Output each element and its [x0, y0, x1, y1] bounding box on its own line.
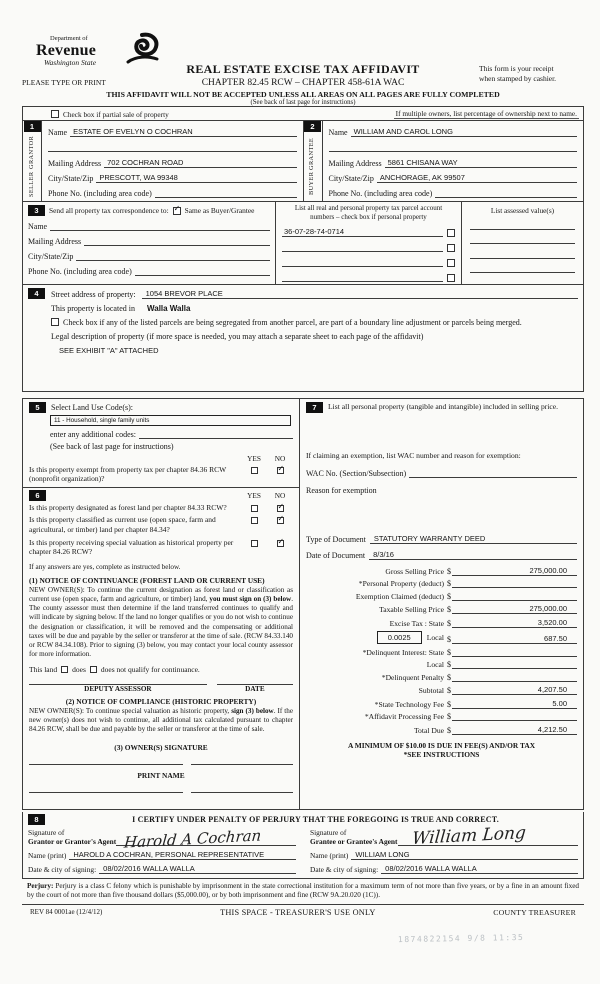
dollar-sign: $	[447, 605, 451, 614]
buyer-address-label: Mailing Address	[328, 158, 382, 168]
parcel-personal-checkbox-2[interactable]	[447, 244, 455, 252]
parcel-number-field-2[interactable]	[282, 242, 443, 252]
grantor-print-label: Name (print)	[28, 851, 67, 860]
property-section	[23, 285, 583, 391]
type-or-print-label: PLEASE TYPE OR PRINT	[22, 78, 106, 87]
local-rate-box[interactable]: 0.0025	[377, 631, 422, 644]
owners-signature-title: (3) OWNER(S) SIGNATURE	[114, 742, 208, 752]
dollar-sign: $	[447, 660, 451, 669]
receipt-note-line2: when stamped by cashier.	[479, 73, 557, 83]
dollar-sign: $	[447, 647, 451, 657]
corr-phone-label: Phone No. (including area code)	[28, 267, 132, 276]
dollar-sign: $	[447, 618, 451, 628]
logo-dept-text: Department of	[50, 35, 88, 42]
wac-number-field[interactable]	[409, 468, 577, 478]
grantor-signature-line[interactable]	[116, 826, 296, 852]
same-as-buyer-label: Same as Buyer/Grantee	[184, 206, 255, 215]
notice1-bold: you must sign on (3) below	[209, 595, 292, 604]
subtotal-label: Subtotal	[418, 686, 444, 695]
seller-address-label: Mailing Address	[48, 158, 102, 168]
buyer-phone-label: Phone No. (including area code)	[328, 189, 433, 198]
notice2-bold: sign (3) below	[231, 707, 274, 716]
yes-header: YES	[247, 453, 261, 463]
seller-city-field[interactable]: PRESCOTT, WA 99348	[96, 173, 296, 183]
grantor-signature-block	[28, 828, 296, 875]
notice1-part2: . The county assessor must then determine if the land transferred continues to qualify and will indicate by signing below. If the land no longer qualifies or you do not wish to continue the designation or classification, it will be removed and the compensating or additional taxes will be due and payable by the seller or transferor at the time of sale. (RCW 84.33.140 or RCW 84.34.108). Prior to signing (3) below, you may contact your local county assessor for more information.	[29, 595, 293, 658]
parcel-header-line1: List all real and personal property tax parcel account	[294, 204, 443, 212]
grantor-label: GRANTOR	[27, 136, 35, 170]
corr-name-field[interactable]	[50, 221, 270, 231]
dollar-sign: $	[447, 591, 451, 601]
total-due-value: 4,212.50	[537, 724, 567, 734]
grantor-date-label: Date & city of signing:	[28, 865, 97, 874]
gross-price-value: 275,000.00	[529, 565, 567, 575]
warning-text: THIS AFFIDAVIT WILL NOT BE ACCEPTED UNLESS ALL AREAS ON ALL PAGES ARE FULLY COMPLETED	[106, 90, 500, 99]
check-icon: ✓	[277, 537, 285, 546]
certification-section	[22, 812, 584, 880]
perjury-label: Perjury:	[27, 882, 54, 890]
additional-codes-field[interactable]	[139, 429, 293, 439]
parcel-number-field-3[interactable]	[282, 257, 443, 267]
located-in-label: This property is located in	[51, 303, 135, 313]
dollar-sign: $	[447, 672, 451, 682]
delinquent-interest-state-field[interactable]	[452, 656, 577, 657]
excise-state-field[interactable]	[452, 618, 577, 628]
processing-fee-label: *Affidavit Processing Fee	[364, 712, 444, 721]
notice-compliance-body	[29, 707, 293, 734]
tech-fee-value: 5.00	[552, 698, 567, 708]
delinquent-interest-state-label: *Delinquent Interest: State	[362, 647, 444, 657]
land-use-code-dropdown[interactable]: 11 - Household, single family units	[50, 415, 291, 426]
notice-continuance-body	[29, 586, 293, 659]
check-icon: ✓	[277, 463, 285, 473]
exempt-yes-checkbox[interactable]	[251, 467, 258, 474]
current-use-no-checkbox[interactable]	[277, 514, 285, 524]
partial-sale-checkbox[interactable]	[51, 110, 59, 118]
does-label: does	[72, 665, 86, 675]
personal-deduct-label: *Personal Property (deduct)	[358, 579, 444, 588]
seller-phone-label: Phone No. (including area code)	[48, 189, 152, 198]
parcel-header-line2: numbers – check box if personal property	[310, 212, 427, 221]
print-name-line-2[interactable]	[191, 792, 293, 793]
excise-state-value: 3,520.00	[537, 617, 567, 627]
delinquent-interest-local-field[interactable]	[452, 668, 577, 669]
grantee-print-label: Name (print)	[310, 851, 349, 860]
designation-section	[23, 488, 299, 795]
section-3-number: 3	[28, 205, 45, 216]
dollar-sign: $	[447, 699, 451, 709]
forest-land-question: Is this property designated as forest land per chapter 84.33 RCW?	[29, 503, 227, 513]
forest-no-checkbox[interactable]	[277, 502, 285, 512]
check-icon: ✓	[277, 502, 285, 512]
form-header	[22, 34, 584, 106]
delinquent-interest-local-label: Local	[426, 660, 444, 669]
notice2-part1: NEW OWNER(S): To continue special valuation as historic property,	[29, 707, 232, 716]
receipt-note	[479, 64, 584, 84]
cashier-stamp: 1874822154 9/8 11:35	[397, 932, 525, 945]
same-as-buyer-checkbox[interactable]	[173, 203, 181, 215]
does-not-qualify-checkbox[interactable]	[90, 666, 97, 673]
certify-statement: I CERTIFY UNDER PENALTY OF PERJURY THAT THE FOREGOING IS TRUE AND CORRECT.	[132, 814, 499, 824]
reason-exemption-label: Reason for exemption	[306, 485, 377, 495]
form-revision-number: REV 84 0001ae (12/4/12)	[30, 908, 103, 917]
taxable-price-field[interactable]	[452, 604, 577, 614]
personal-property-section	[300, 399, 583, 498]
no-header-2: NO	[274, 491, 286, 501]
corr-address-field[interactable]	[84, 236, 270, 246]
exempt-question: Is this property exempt from property tax per chapter 84.36 RCW (nonprofit organization)?	[29, 464, 227, 483]
buyer-name-label: Name	[328, 128, 348, 137]
doc-date-field[interactable]: 8/3/16	[369, 550, 577, 560]
excise-state-label: Excise Tax : State	[389, 618, 444, 628]
see-back-note-2: (See back of last page for instructions)	[50, 441, 174, 451]
seller-grantor-side-label	[28, 132, 37, 201]
seller-address-field[interactable]: 702 COCHRAN ROAD	[104, 158, 296, 168]
notice1-part1: NEW OWNER(S): To continue the current designation as forest land or classification as current use (open space, farm and agriculture, or timber) land,	[29, 585, 293, 604]
excise-local-label: Local	[426, 633, 444, 642]
additional-codes-label: enter any additional codes:	[50, 429, 136, 439]
see-instructions-note: *SEE INSTRUCTIONS	[403, 750, 480, 760]
form-subtitle: CHAPTER 82.45 RCW – CHAPTER 458-61A WAC	[201, 78, 405, 88]
notice-continuance-title: (1) NOTICE OF CONTINUANCE (FOREST LAND OR CURRENT USE)	[29, 575, 265, 585]
buyer-grantee-side-label	[308, 132, 317, 201]
receipt-note-line1: This form is your receipt	[479, 64, 554, 73]
partial-sale-label: Check box if partial sale of property	[63, 109, 169, 119]
subtotal-field[interactable]	[452, 685, 577, 695]
perjury-notice	[22, 879, 584, 905]
doc-type-label: Type of Document	[306, 534, 366, 544]
tax-computation-area	[300, 528, 583, 761]
excise-local-field[interactable]	[452, 634, 577, 644]
seller-city-label: City/State/Zip	[48, 173, 94, 183]
corr-name-label: Name	[28, 222, 48, 231]
yes-header-2: YES	[247, 491, 261, 501]
land-use-section	[23, 399, 299, 489]
seller-label: SELLER	[27, 171, 35, 197]
grantee-signature: William Long	[410, 822, 527, 850]
section-8-number: 8	[28, 814, 45, 825]
treasurer-use-label: THIS SPACE - TREASURER'S USE ONLY	[220, 907, 376, 917]
form-footer	[22, 905, 584, 917]
exemption-deduct-field[interactable]	[452, 600, 577, 601]
street-address-field[interactable]: 1054 BREVOR PLACE	[142, 289, 578, 299]
assessed-values-header: List assessed value(s)	[490, 206, 555, 215]
see-back-note: (See back of last page for instructions)	[250, 99, 356, 106]
seller-name-label: Name	[48, 128, 68, 137]
dollar-sign: $	[447, 725, 451, 735]
excise-local-value: 687.50	[544, 634, 567, 643]
exemption-note: If claiming an exemption, list WAC number and reason for exemption:	[306, 450, 521, 460]
buyer-section	[303, 121, 584, 201]
parcel-number-field-1[interactable]: 36-07-28-74-0714	[282, 227, 443, 237]
deputy-assessor-label: DEPUTY ASSESSOR	[84, 685, 152, 694]
date-label: DATE	[245, 685, 265, 694]
historic-question: Is this property receiving special valuation as historical property per chapter 84.26 RCW?	[29, 538, 234, 557]
owner-signature-line-2[interactable]	[191, 764, 293, 765]
delinquent-penalty-label: *Delinquent Penalty	[381, 672, 444, 682]
dollar-sign: $	[447, 579, 451, 588]
current-use-yes-checkbox[interactable]	[251, 517, 258, 524]
assessed-value-field-2[interactable]	[470, 232, 575, 244]
exemption-deduct-label: Exemption Claimed (deduct)	[355, 591, 444, 601]
form-title: REAL ESTATE EXCISE TAX AFFIDAVIT	[186, 62, 420, 76]
assessed-value-field-4[interactable]	[470, 261, 575, 273]
grantor-signature: Harold A Cochran	[123, 826, 263, 852]
seller-phone-field[interactable]	[155, 188, 297, 198]
doc-date-label: Date of Document	[306, 550, 366, 560]
no-header: NO	[274, 453, 286, 463]
subtotal-value: 4,207.50	[537, 685, 567, 694]
taxable-price-value: 275,000.00	[529, 604, 567, 613]
grantor-date-field[interactable]: 08/02/2016 WALLA WALLA	[99, 864, 296, 874]
check-icon: ✓	[277, 514, 285, 524]
corr-city-label: City/State/Zip	[28, 252, 74, 261]
multiple-owners-note: If multiple owners, list percentage of ownership next to name.	[395, 109, 577, 118]
section-4-number: 4	[28, 288, 45, 299]
correspondence-section	[23, 202, 583, 285]
assessed-value-field-3[interactable]	[470, 247, 575, 259]
located-in-field[interactable]: Walla Walla	[146, 303, 191, 313]
grantee-sig-label-2: Grantee or Grantee's Agent	[310, 836, 398, 846]
buyer-name-extra-field[interactable]	[329, 142, 578, 152]
assessed-values-column	[461, 202, 583, 284]
grantor-sig-label-1: Signature of	[28, 827, 65, 837]
check-icon: ✓	[173, 203, 181, 213]
dollar-sign: $	[447, 635, 451, 644]
revenue-swoosh-icon	[124, 32, 160, 66]
owner-signature-line-1[interactable]	[29, 764, 183, 765]
buyer-label: BUYER	[308, 171, 316, 196]
personal-deduct-field[interactable]	[452, 587, 577, 588]
tech-fee-field[interactable]	[452, 699, 577, 709]
this-land-label: This land	[29, 665, 58, 675]
grantee-signature-block	[310, 822, 578, 875]
minimum-fee-note: A MINIMUM OF $10.00 IS DUE IN FEE(S) AND/OR TAX	[347, 740, 536, 750]
section-6-number: 6	[29, 490, 46, 501]
gross-price-label: Gross Selling Price	[385, 566, 444, 576]
parcel-personal-checkbox-3[interactable]	[447, 259, 455, 267]
corr-phone-field[interactable]	[135, 266, 270, 276]
doc-type-field[interactable]: STATUTORY WARRANTY DEED	[370, 534, 577, 544]
assessed-value-field-1[interactable]	[470, 218, 575, 230]
land-use-title: Select Land Use Code(s):	[51, 402, 133, 412]
buyer-city-label: City/State/Zip	[328, 173, 374, 183]
forest-yes-checkbox[interactable]	[251, 505, 258, 512]
grantee-print-field[interactable]: WILLIAM LONG	[351, 850, 578, 860]
dollar-sign: $	[447, 686, 451, 695]
taxable-price-label: Taxable Selling Price	[379, 605, 444, 614]
total-due-field[interactable]	[452, 725, 577, 735]
parcel-numbers-column	[275, 202, 461, 284]
current-use-question: Is this property classified as current use (open space, farm and agricultural, or timber) land per chapter 84.34?	[29, 515, 216, 534]
buyer-city-field[interactable]: ANCHORAGE, AK 99507	[377, 173, 577, 183]
gross-price-field[interactable]	[452, 566, 577, 576]
grantee-label: GRANTEE	[308, 137, 316, 170]
print-name-title: PRINT NAME	[137, 770, 185, 780]
buyer-name-field[interactable]: WILLIAM AND CAROL LONG	[351, 127, 577, 137]
section-5-number: 5	[29, 402, 46, 413]
grantee-sig-label-1: Signature of	[310, 827, 347, 837]
segregated-label: Check box if any of the listed parcels are being segregated from another parcel, are part of a boundary line adjustment or parcels being merged.	[63, 317, 522, 327]
buyer-phone-field[interactable]	[435, 188, 577, 198]
county-treasurer-label: COUNTY TREASURER	[493, 907, 576, 917]
does-not-label: does not qualify for continuance.	[100, 665, 200, 675]
corr-address-label: Mailing Address	[28, 237, 82, 246]
grantor-print-field[interactable]: HAROLD A COCHRAN, PERSONAL REPRESENTATIVE	[69, 850, 296, 860]
exempt-no-checkbox[interactable]	[277, 463, 285, 474]
notice-compliance-title: (2) NOTICE OF COMPLIANCE (HISTORIC PROPERTY)	[65, 697, 257, 707]
perjury-text: Perjury is a class C felony which is punishable by imprisonment in the state correctional institution for a maximum term of not more than five years, or by a fine in an amount fixed by the court of not more than five thousand dollars ($5,000.00), or by both imprisonment and fine (RCW 9A.20.020 (1C)).	[27, 882, 579, 900]
seller-name-extra-field[interactable]	[48, 142, 297, 152]
dollar-sign: $	[447, 566, 451, 576]
dollar-sign: $	[447, 712, 451, 721]
grantee-signature-line[interactable]	[398, 822, 578, 850]
section-2-number: 2	[304, 121, 321, 132]
processing-fee-field[interactable]	[452, 720, 577, 721]
mid-form-box	[22, 398, 584, 810]
dor-logo	[36, 36, 96, 66]
total-due-label: Total Due	[413, 725, 444, 735]
seller-name-field[interactable]: ESTATE OF EVELYN O COCHRAN	[70, 127, 296, 137]
send-correspondence-label: Send all property tax correspondence to:	[49, 206, 169, 215]
delinquent-penalty-field[interactable]	[452, 681, 577, 682]
street-address-label: Street address of property:	[51, 289, 136, 299]
wac-number-label: WAC No. (Section/Subsection)	[306, 468, 407, 478]
does-qualify-checkbox[interactable]	[61, 666, 68, 673]
personal-property-label: List all personal property (tangible and intangible) included in selling price.	[328, 401, 559, 411]
seller-section	[23, 121, 303, 201]
corr-city-field[interactable]	[76, 251, 270, 261]
parcel-personal-checkbox-4[interactable]	[447, 274, 455, 282]
historic-yes-checkbox[interactable]	[251, 540, 258, 547]
segregated-checkbox[interactable]	[51, 318, 59, 326]
parcel-number-field-4[interactable]	[282, 272, 443, 282]
grantee-date-field[interactable]: 08/02/2016 WALLA WALLA	[381, 864, 578, 874]
if-yes-note: If any answers are yes, complete as instructed below.	[29, 562, 181, 571]
print-name-line-1[interactable]	[29, 792, 183, 793]
section-7-number: 7	[306, 402, 323, 413]
parcel-personal-checkbox-1[interactable]	[447, 229, 455, 237]
grantor-sig-label-2: Grantor or Grantor's Agent	[28, 836, 117, 846]
section-1-number: 1	[24, 121, 41, 132]
tech-fee-label: *State Technology Fee	[374, 699, 444, 709]
notice2-part2: . If the new owner(s) does not wish to continue, all additional tax calculated pursuant to chapter 84.26 RCW, shall be due and payable by the seller or transferor at the time of sale.	[29, 707, 293, 734]
historic-no-checkbox[interactable]	[277, 537, 285, 547]
buyer-address-field[interactable]: 5861 CHISANA WAY	[385, 158, 577, 168]
legal-description-field[interactable]: SEE EXHIBIT "A" ATTACHED	[59, 345, 159, 355]
logo-revenue-text: Revenue	[36, 41, 97, 59]
main-form-box	[22, 106, 584, 392]
grantee-date-label: Date & city of signing:	[310, 865, 379, 874]
logo-state-text: Washington State	[44, 57, 97, 67]
legal-description-label: Legal description of property (if more space is needed, you may attach a separate sheet to each page of the affidavit)	[51, 331, 424, 341]
